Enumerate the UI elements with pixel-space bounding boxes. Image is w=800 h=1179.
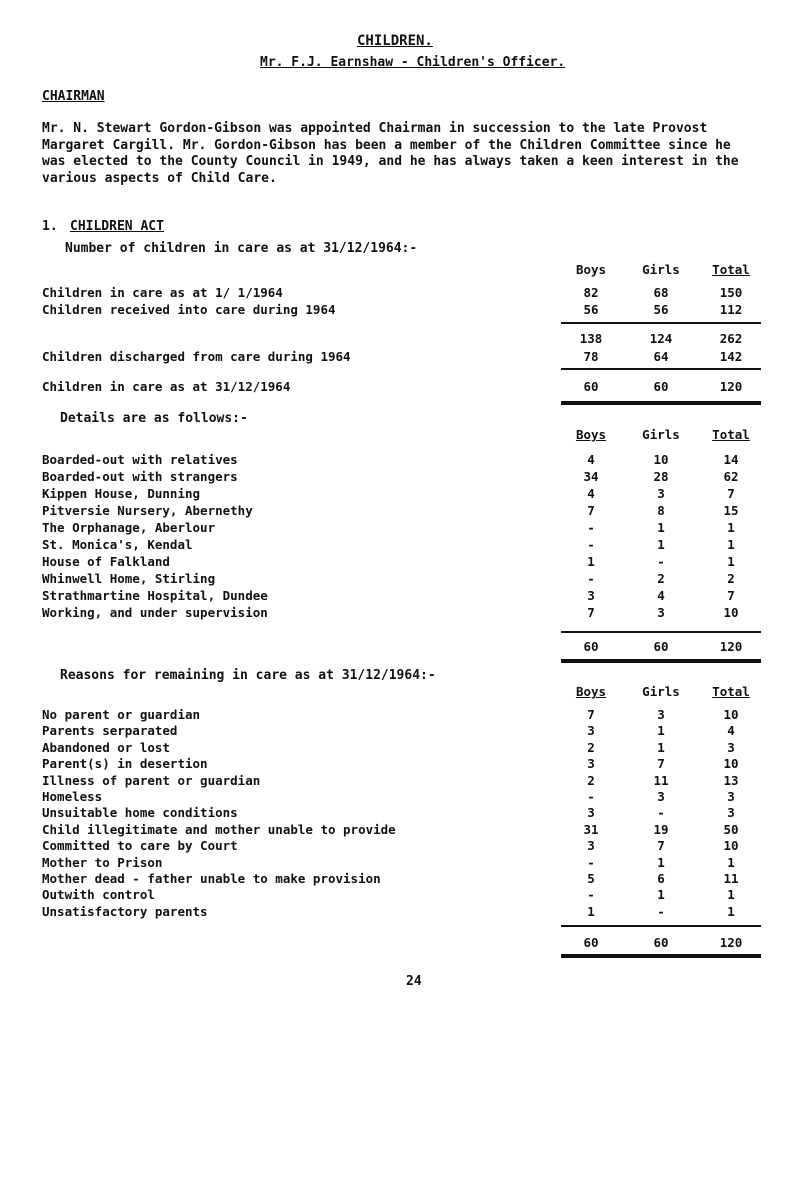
boys-value: 56 xyxy=(583,302,599,317)
boys-total: 60 xyxy=(583,935,599,950)
table-row xyxy=(0,789,800,805)
girls-value: 60 xyxy=(653,379,669,394)
girls-value: 1 xyxy=(657,854,665,870)
total-value: 2 xyxy=(727,571,735,586)
row-label: St. Monica's, Kendal xyxy=(42,537,193,552)
table-row xyxy=(0,520,800,536)
total-value: 4 xyxy=(727,723,735,739)
column-header-boys: Boys xyxy=(575,427,607,442)
table-row xyxy=(0,707,800,723)
column-header-girls: Girls xyxy=(642,427,680,442)
row-label: Boarded-out with relatives xyxy=(42,452,238,467)
totals-row xyxy=(0,935,800,951)
boys-value: 3 xyxy=(587,756,595,772)
table-row xyxy=(0,285,800,301)
girls-value: 3 xyxy=(657,789,665,804)
total-value: 10 xyxy=(723,756,739,772)
grand-total: 120 xyxy=(719,935,743,950)
total-value: 10 xyxy=(723,838,739,854)
table-row xyxy=(0,723,800,739)
double-rule xyxy=(561,954,761,958)
row-label: Homeless xyxy=(42,789,103,804)
girls-value: 19 xyxy=(653,821,669,837)
total-value: 150 xyxy=(719,285,743,300)
total-value: 262 xyxy=(719,331,743,346)
girls-value: 6 xyxy=(657,871,665,886)
divider-rule xyxy=(561,368,761,370)
row-label: Children in care as at 31/12/1964 xyxy=(42,379,291,394)
page-number: 24 xyxy=(406,974,422,989)
girls-value: 64 xyxy=(653,349,669,364)
total-value: 1 xyxy=(727,554,735,569)
total-value: 50 xyxy=(723,821,739,837)
total-value: 11 xyxy=(723,871,739,886)
girls-value: 10 xyxy=(653,452,669,467)
total-value: 3 xyxy=(727,739,735,755)
boys-value: 2 xyxy=(587,772,595,788)
boys-value: 34 xyxy=(583,469,599,484)
row-label: Strathmartine Hospital, Dundee xyxy=(42,588,268,603)
table-row xyxy=(0,452,800,468)
total-value: 1 xyxy=(727,887,735,903)
boys-value: 138 xyxy=(579,331,603,346)
boys-value: 4 xyxy=(587,486,595,501)
row-label: No parent or guardian xyxy=(42,707,201,722)
boys-value: 82 xyxy=(583,285,599,300)
boys-value: - xyxy=(587,537,595,552)
boys-value: - xyxy=(587,854,595,870)
total-value: 7 xyxy=(727,588,735,603)
table-row xyxy=(0,302,800,318)
row-label: Whinwell Home, Stirling xyxy=(42,571,216,586)
table-row xyxy=(0,605,800,621)
girls-value: 124 xyxy=(649,331,673,346)
girls-value: 8 xyxy=(657,503,665,518)
row-label: Working, and under supervision xyxy=(42,605,268,620)
total-value: 10 xyxy=(723,605,739,620)
boys-value: 1 xyxy=(587,554,595,569)
total-value: 10 xyxy=(723,707,739,722)
girls-value: 56 xyxy=(653,302,669,317)
table-row xyxy=(0,838,800,854)
girls-value: 2 xyxy=(657,571,665,586)
girls-value: 1 xyxy=(657,537,665,552)
boys-value: 3 xyxy=(587,723,595,739)
subtotal-row xyxy=(0,331,800,347)
girls-value: 7 xyxy=(657,838,665,854)
boys-value: 60 xyxy=(583,379,599,394)
total-value: 1 xyxy=(727,537,735,552)
row-label: Unsuitable home conditions xyxy=(42,805,238,821)
chairman-heading: CHAIRMAN xyxy=(42,89,105,104)
table-row xyxy=(0,503,800,519)
table-row xyxy=(0,855,800,871)
boys-value: 3 xyxy=(587,588,595,603)
table-row xyxy=(0,537,800,553)
total-value: 3 xyxy=(727,805,735,821)
table-row xyxy=(0,379,800,395)
boys-value: 7 xyxy=(587,707,595,722)
table-row xyxy=(0,554,800,570)
table-row xyxy=(0,822,800,838)
page-title: CHILDREN. xyxy=(357,33,433,49)
table-row xyxy=(0,887,800,903)
column-header-boys: Boys xyxy=(575,684,607,699)
total-value: 142 xyxy=(719,349,743,364)
girls-value: - xyxy=(657,805,665,821)
girls-value: 11 xyxy=(653,772,669,788)
row-label: Unsatisfactory parents xyxy=(42,903,208,919)
double-rule xyxy=(561,401,761,405)
table-row xyxy=(0,871,800,887)
totals-row xyxy=(0,639,800,655)
total-value: 13 xyxy=(723,772,739,788)
total-value: 14 xyxy=(723,452,739,467)
table-row xyxy=(0,756,800,772)
table-row xyxy=(0,773,800,789)
total-value: 7 xyxy=(727,486,735,501)
section-heading: CHILDREN ACT xyxy=(70,219,164,234)
column-header-total: Total xyxy=(712,427,750,442)
column-header-girls: Girls xyxy=(642,262,680,277)
boys-value: 3 xyxy=(587,838,595,854)
grand-total: 120 xyxy=(719,639,743,654)
divider-rule xyxy=(561,925,761,927)
row-label: Children discharged from care during 1964 xyxy=(42,349,351,364)
girls-value: - xyxy=(657,903,665,919)
boys-value: - xyxy=(587,520,595,535)
total-value: 1 xyxy=(727,903,735,919)
column-header-total: Total xyxy=(712,684,750,699)
girls-value: 3 xyxy=(657,605,665,620)
double-rule xyxy=(561,659,761,663)
boys-value: - xyxy=(587,789,595,804)
column-header-total: Total xyxy=(712,262,750,277)
table-row xyxy=(0,571,800,587)
column-header-girls: Girls xyxy=(642,684,680,699)
boys-value: 3 xyxy=(587,805,595,821)
table-row xyxy=(0,469,800,485)
row-label: Committed to care by Court xyxy=(42,838,238,854)
boys-value: 1 xyxy=(587,903,595,919)
boys-value: 2 xyxy=(587,739,595,755)
row-label: The Orphanage, Aberlour xyxy=(42,520,216,535)
divider-rule xyxy=(561,631,761,633)
row-label: Mother to Prison xyxy=(42,854,163,870)
boys-value: 7 xyxy=(587,605,595,620)
chairman-paragraph: Mr. N. Stewart Gordon-Gibson was appointed Chairman in succession to the late Provost Margaret Cargill. Mr. Gordon-Gibson has been a member of the Children Committee since he was elected to the County Council in 1949, and he has always taken a keen interest in the various aspects of Child Care. xyxy=(42,121,739,186)
section-intro: Number of children in care as at 31/12/1964:- xyxy=(65,241,418,256)
table-row xyxy=(0,486,800,502)
table-row xyxy=(0,349,800,365)
girls-value: 3 xyxy=(657,486,665,501)
table-row xyxy=(0,805,800,821)
table-row xyxy=(0,740,800,756)
row-label: Mother dead - father unable to make provision xyxy=(42,871,381,886)
row-label: Children in care as at 1/ 1/1964 xyxy=(42,285,283,300)
total-value: 120 xyxy=(719,379,743,394)
girls-value: 1 xyxy=(657,520,665,535)
officer-line: Mr. F.J. Earnshaw - Children's Officer. xyxy=(260,55,566,70)
boys-value: 7 xyxy=(587,503,595,518)
table-row xyxy=(0,588,800,604)
row-label: Children received into care during 1964 xyxy=(42,302,336,317)
boys-value: 5 xyxy=(587,871,595,886)
boys-total: 60 xyxy=(583,639,599,654)
total-value: 15 xyxy=(723,503,739,518)
total-value: 1 xyxy=(727,854,735,870)
boys-value: 78 xyxy=(583,349,599,364)
section-number: 1. xyxy=(42,219,58,234)
column-header-boys: Boys xyxy=(575,262,607,277)
row-label: Abandoned or lost xyxy=(42,739,170,755)
row-label: Outwith control xyxy=(42,887,155,903)
girls-value: 28 xyxy=(653,469,669,484)
row-label: Parent(s) in desertion xyxy=(42,756,208,772)
total-value: 3 xyxy=(727,789,735,804)
girls-value: 68 xyxy=(653,285,669,300)
row-label: Child illegitimate and mother unable to provide xyxy=(42,821,396,837)
total-value: 62 xyxy=(723,469,739,484)
girls-value: 4 xyxy=(657,588,665,603)
girls-total: 60 xyxy=(653,935,669,950)
row-label: House of Falkland xyxy=(42,554,170,569)
row-label: Boarded-out with strangers xyxy=(42,469,238,484)
total-value: 1 xyxy=(727,520,735,535)
girls-value: 3 xyxy=(657,707,665,722)
row-label: Illness of parent or guardian xyxy=(42,772,261,788)
boys-value: - xyxy=(587,887,595,903)
boys-value: - xyxy=(587,571,595,586)
reasons-intro: Reasons for remaining in care as at 31/12/1964:- xyxy=(60,668,436,683)
girls-value: - xyxy=(657,554,665,569)
row-label: Kippen House, Dunning xyxy=(42,486,201,501)
details-intro: Details are as follows:- xyxy=(60,411,248,426)
girls-value: 7 xyxy=(657,756,665,772)
girls-value: 1 xyxy=(657,887,665,903)
boys-value: 4 xyxy=(587,452,595,467)
girls-value: 1 xyxy=(657,723,665,739)
table-row xyxy=(0,904,800,920)
girls-total: 60 xyxy=(653,639,669,654)
boys-value: 31 xyxy=(583,821,599,837)
total-value: 112 xyxy=(719,302,743,317)
divider-rule xyxy=(561,322,761,324)
row-label: Pitversie Nursery, Abernethy xyxy=(42,503,253,518)
row-label: Parents serparated xyxy=(42,723,178,739)
girls-value: 1 xyxy=(657,739,665,755)
